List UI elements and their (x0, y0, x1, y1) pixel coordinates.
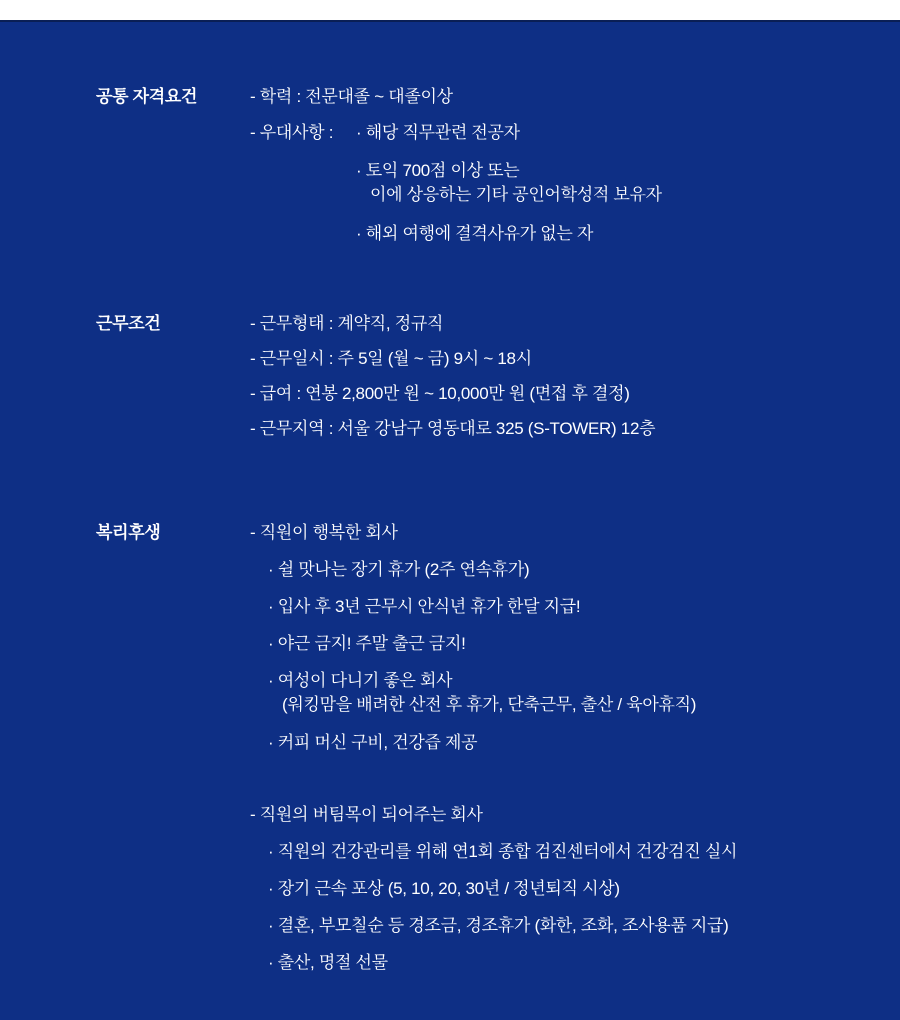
benefit-item-women-friendly: · 여성이 다니기 좋은 회사 (268, 671, 453, 690)
preferred-label: - 우대사항 : (250, 123, 334, 142)
preferred-item-travel: · 해외 여행에 결격사유가 없는 자 (356, 224, 594, 243)
benefit-item-coffee: · 커피 머신 구비, 건강즙 제공 (268, 733, 478, 752)
benefit-item-family-events: · 결혼, 부모칠순 등 경조금, 경조휴가 (화한, 조화, 조사용품 지급) (268, 916, 729, 935)
benefits-group-heading-support: - 직원의 버팀목이 되어주는 회사 (250, 805, 483, 824)
education-line: - 학력 : 전문대졸 ~ 대졸이상 (250, 87, 453, 106)
benefit-item-long-vacation: · 쉴 맛나는 장기 휴가 (2주 연속휴가) (268, 560, 530, 579)
section-title-benefits: 복리후생 (96, 523, 161, 542)
benefit-item-gifts: · 출산, 명절 선물 (268, 953, 388, 972)
benefit-item-sabbatical: · 입사 후 3년 근무시 안식년 휴가 한달 지급! (268, 597, 581, 616)
section-title-conditions: 근무조건 (96, 314, 161, 333)
preferred-item-major: · 해당 직무관련 전공자 (356, 123, 520, 142)
work-schedule-line: - 근무일시 : 주 5일 (월 ~ 금) 9시 ~ 18시 (250, 349, 532, 368)
benefit-item-no-overtime: · 야근 금지! 주말 출근 금지! (268, 634, 466, 653)
preferred-item-toeic: · 토익 700점 이상 또는 (356, 161, 520, 180)
salary-line: - 급여 : 연봉 2,800만 원 ~ 10,000만 원 (면접 후 결정) (250, 384, 630, 403)
benefits-group-heading-happy: - 직원이 행복한 회사 (250, 523, 398, 542)
benefit-item-women-friendly-detail: (워킹맘을 배려한 산전 후 휴가, 단축근무, 출산 / 육아휴직) (282, 695, 697, 714)
work-location-line: - 근무지역 : 서울 강남구 영동대로 325 (S-TOWER) 12층 (250, 419, 656, 438)
benefit-item-long-service-award: · 장기 근속 포상 (5, 10, 20, 30년 / 정년퇴직 시상) (268, 879, 620, 898)
recruitment-info-panel (0, 20, 900, 1020)
work-type-line: - 근무형태 : 계약직, 정규직 (250, 314, 444, 333)
section-title-qualifications: 공통 자격요건 (96, 87, 198, 106)
preferred-item-toeic-cont: 이에 상응하는 기타 공인어학성적 보유자 (370, 185, 662, 204)
benefit-item-health-checkup: · 직원의 건강관리를 위해 연1회 종합 검진센터에서 건강검진 실시 (268, 842, 738, 861)
top-strip (0, 0, 900, 20)
